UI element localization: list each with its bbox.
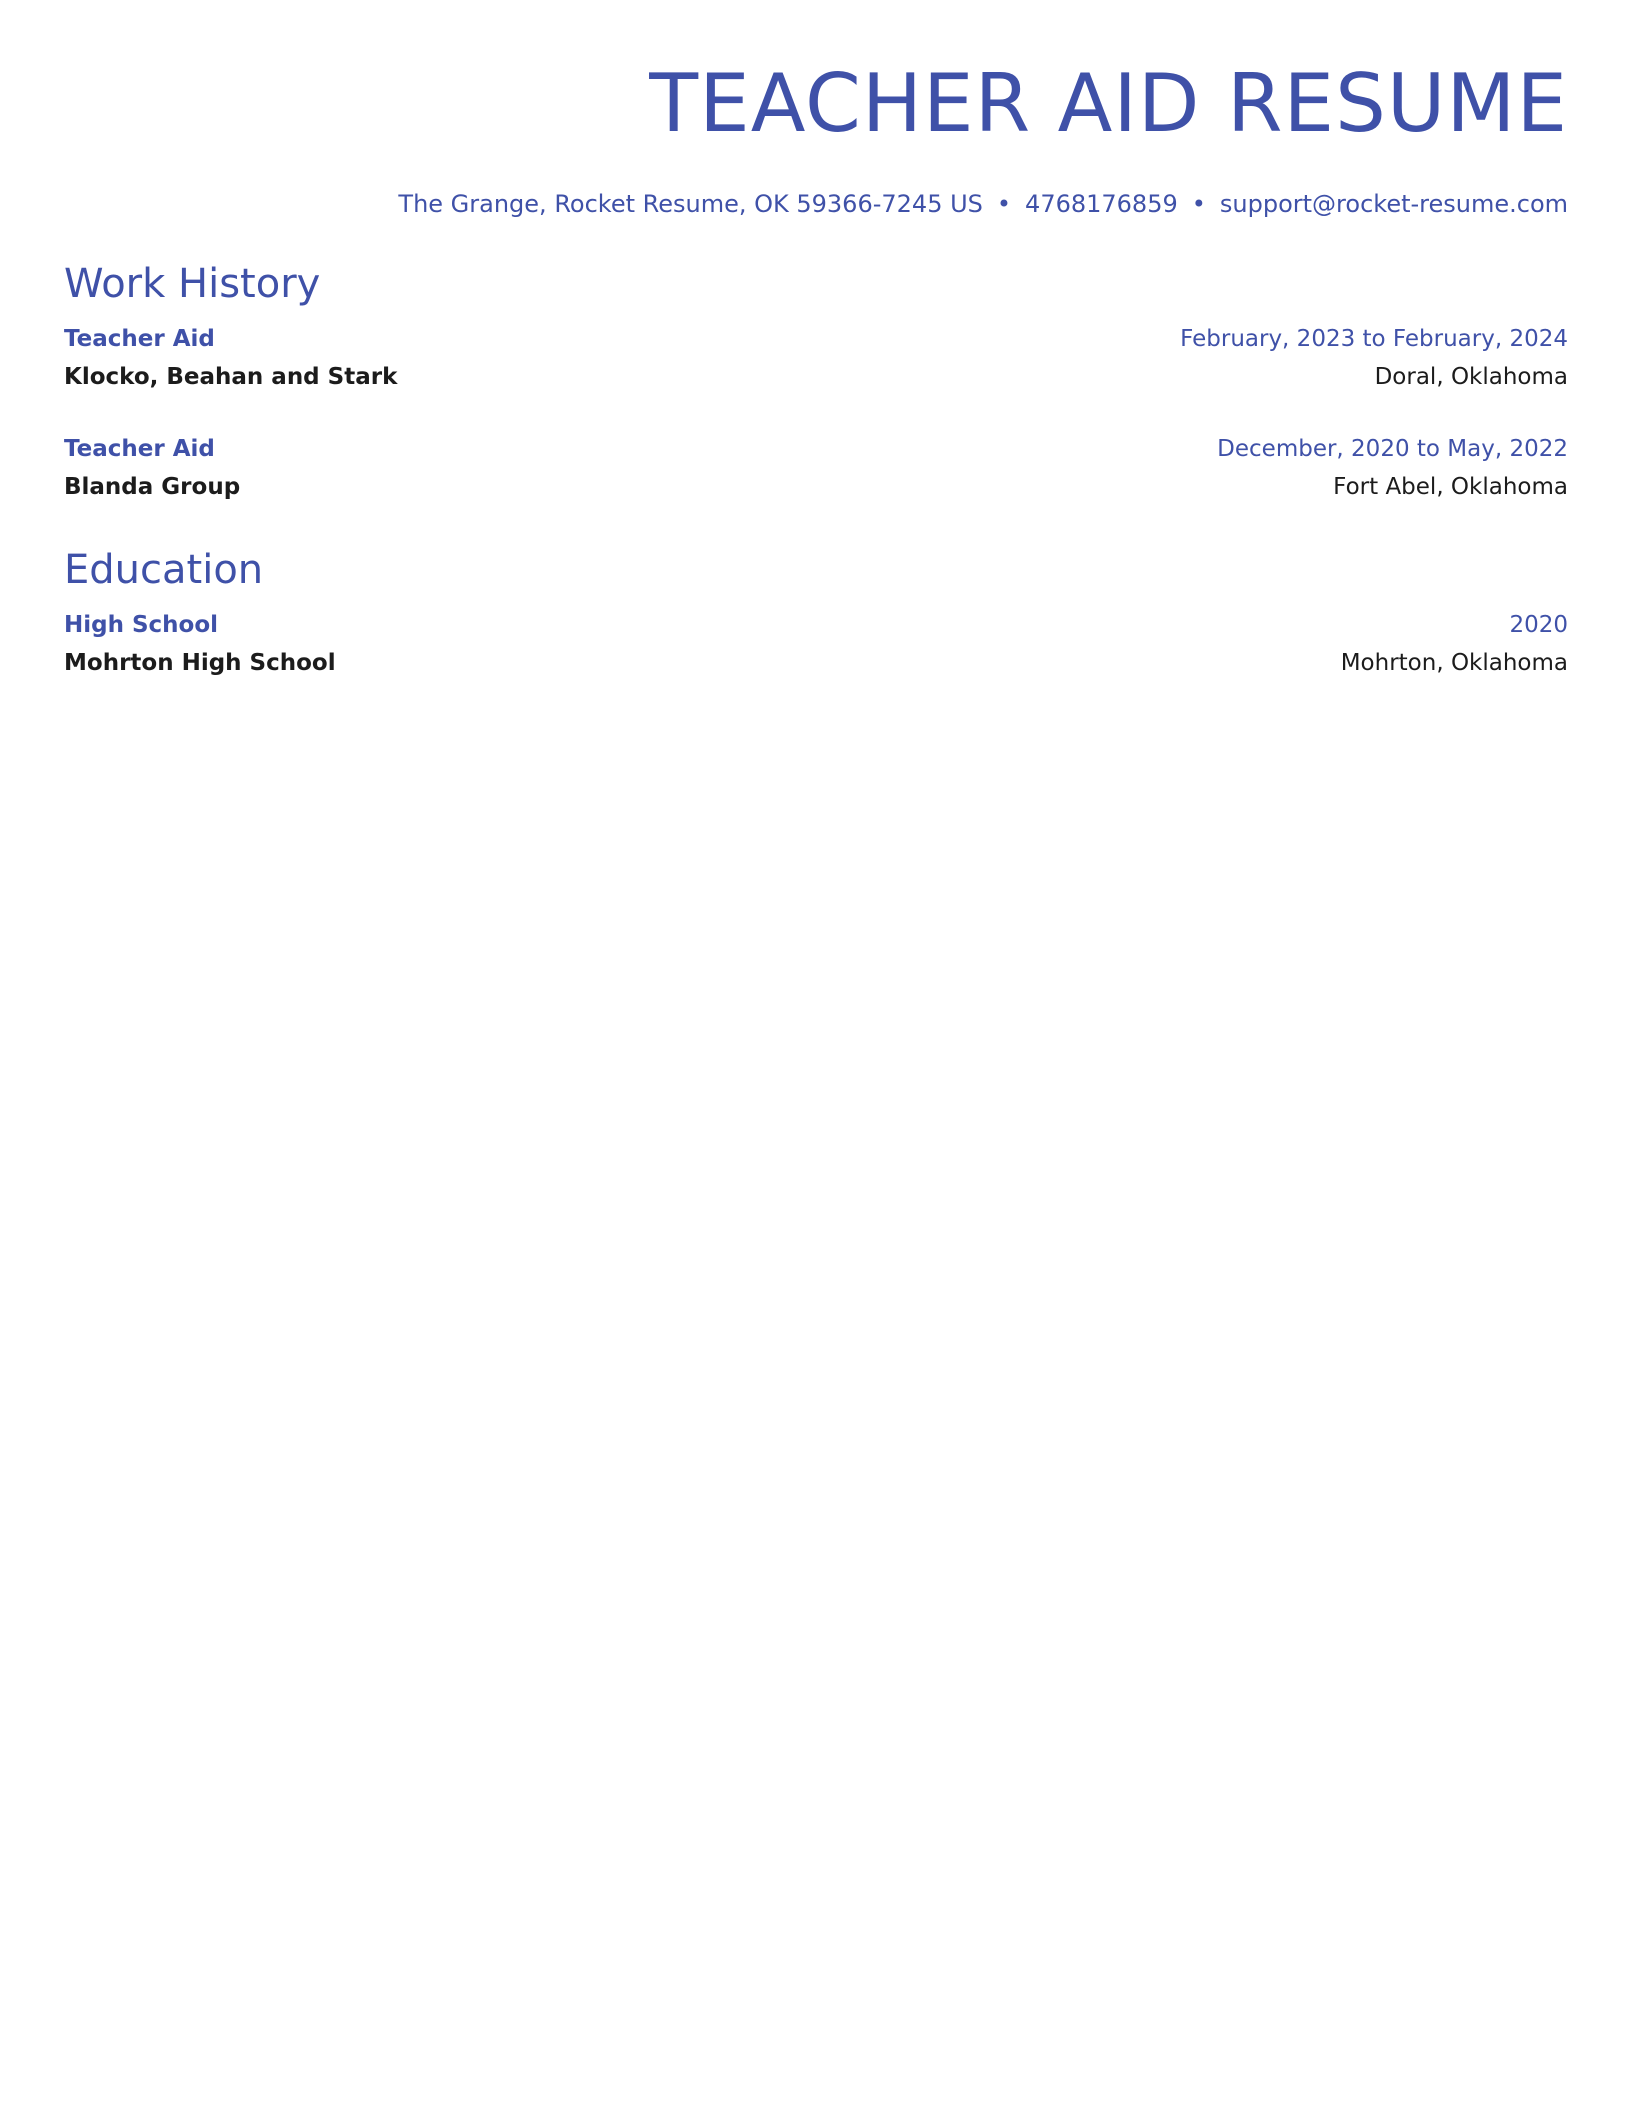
job-location: Doral, Oklahoma: [1374, 364, 1568, 390]
contact-phone: 4768176859: [1025, 190, 1178, 218]
school-name: Mohrton High School: [64, 650, 336, 676]
work-entry: [64, 436, 1568, 512]
education-section: [64, 546, 1568, 688]
employer-name: Blanda Group: [64, 474, 241, 500]
job-dates: December, 2020 to May, 2022: [1217, 436, 1568, 462]
resume-page: [64, 0, 1568, 688]
job-title: Teacher Aid: [64, 326, 215, 352]
contact-separator: •: [996, 190, 1012, 218]
section-heading-work-history: Work History: [64, 261, 321, 307]
section-heading-education: Education: [64, 547, 264, 593]
contact-address: The Grange, Rocket Resume, OK 59366-7245 US: [398, 190, 983, 218]
job-dates: February, 2023 to February, 2024: [1180, 326, 1568, 352]
school-location: Mohrton, Oklahoma: [1340, 650, 1568, 676]
job-title: Teacher Aid: [64, 436, 215, 462]
job-location: Fort Abel, Oklahoma: [1333, 474, 1568, 500]
degree-name: High School: [64, 612, 219, 638]
work-entry: [64, 326, 1568, 402]
graduation-year: 2020: [1509, 612, 1568, 638]
resume-title: TEACHER AID RESUME: [649, 57, 1568, 150]
contact-email[interactable]: support@rocket-resume.com: [1219, 190, 1568, 218]
employer-name: Klocko, Beahan and Stark: [64, 364, 398, 390]
contact-line: [64, 188, 1568, 220]
work-history-section: [64, 260, 1568, 512]
education-entry: [64, 612, 1568, 688]
contact-separator: •: [1191, 190, 1206, 218]
